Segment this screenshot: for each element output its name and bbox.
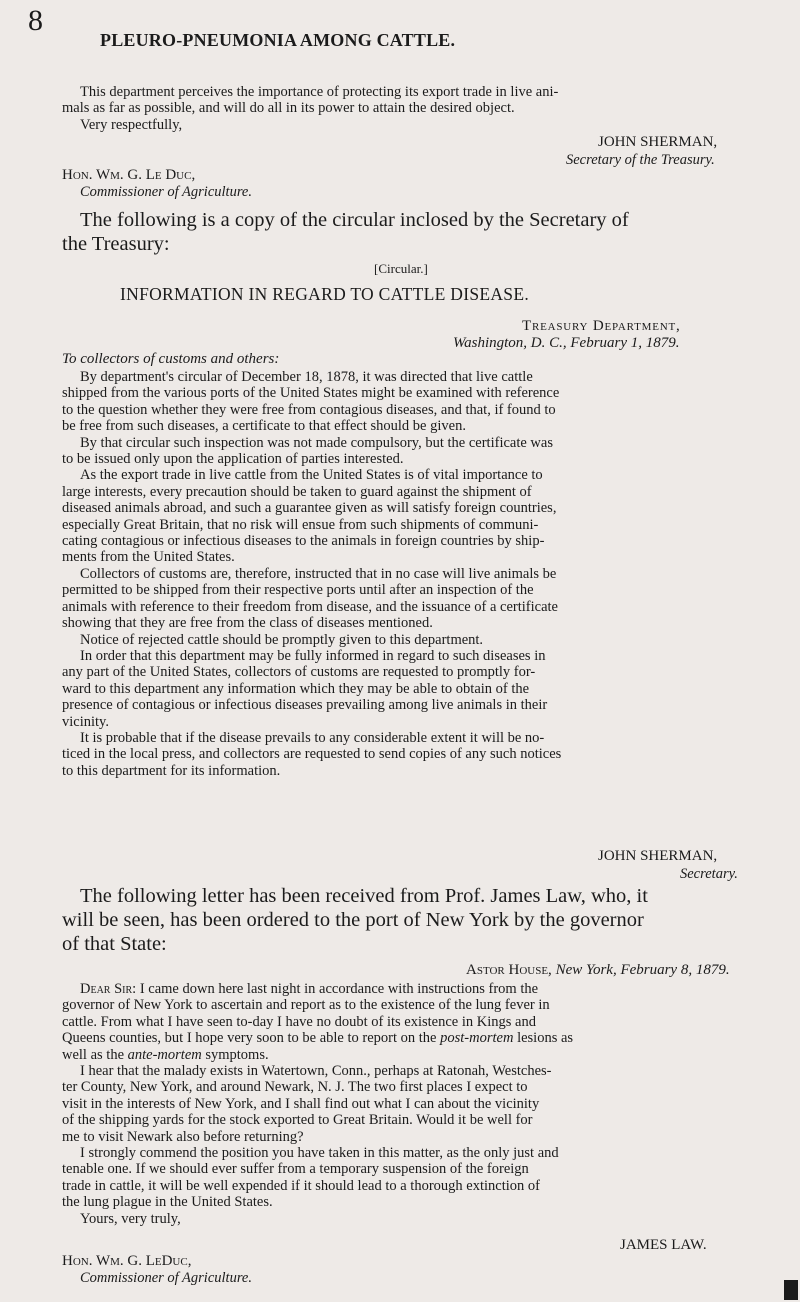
circular-p3-l3: diseased animals abroad, and such a guarantee given as will satisfy foreign countries,: [62, 500, 557, 517]
intro-signer-title: Secretary of the Treasury.: [566, 152, 715, 168]
circular-p7-l2: ticed in the local press, and collectors are requested to send copies of any such notices: [62, 746, 562, 763]
circular-p7-l1: It is probable that if the disease prevails to any considerable extent it will be no-: [80, 729, 545, 746]
circular-p7-l3: to this department for its information.: [62, 762, 281, 779]
page-number: 8: [28, 4, 43, 37]
circular-p3-l2: large interests, every precaution should be taken to guard against the shipment of: [62, 483, 532, 500]
transition2-line-1: The following letter has been received from Prof. James Law, who, it: [80, 885, 648, 907]
law-closing: Yours, very truly,: [80, 1210, 181, 1227]
law-letter-body: [62, 981, 762, 1227]
circular-p3-l5: cating contagious or infectious diseases to the animals in foreign countries by ship-: [62, 533, 545, 550]
intro-signer: JOHN SHERMAN,: [598, 134, 718, 150]
law-p3-l4: the lung plague in the United States.: [62, 1194, 273, 1211]
intro-line-2: mals as far as possible, and will do all in its power to attain the desired object.: [62, 100, 515, 117]
circular-p1-l1: By department's circular of December 18, 1878, it was directed that live cattle: [80, 369, 533, 385]
scan-edge-mark: [784, 1280, 798, 1300]
law-p1-l5: [62, 1047, 762, 1063]
law-salutation: Dear Sir:: [80, 981, 137, 997]
circular-p3-l4: especially Great Britain, that no risk will ensue from such shipments of communi-: [62, 516, 539, 533]
law-p1-l4: [62, 1030, 762, 1046]
law-p3-l3: trade in cattle, it will be well expended if it should lead to a thorough extinction of: [62, 1177, 540, 1194]
circular-p3-l1: As the export trade in live cattle from the United States is of vital importance to: [80, 467, 543, 484]
law-ante-mortem: ante-mortem: [127, 1046, 202, 1063]
circular-p4-l1: Collectors of customs are, therefore, instructed that in no case will live animals be: [80, 565, 557, 582]
circular-heading: INFORMATION IN REGARD TO CATTLE DISEASE.: [120, 284, 529, 304]
circular-p6-l3: ward to this department any information which they may be able to obtain of the: [62, 680, 530, 697]
intro-addressee-title: Commissioner of Agriculture.: [80, 184, 252, 200]
law-addressee: Hon. Wm. G. LeDuc,: [62, 1253, 192, 1269]
law-p1-l1: [62, 981, 762, 997]
transition1-line-1: The following is a copy of the circular inclosed by the Secretary of: [80, 209, 629, 231]
law-p1-l4-b: lesions as: [517, 1030, 574, 1047]
transition2-line-3: of that State:: [62, 933, 167, 955]
law-p1-l3: cattle. From what I have seen to-day I have no doubt of its existence in Kings and: [62, 1013, 536, 1030]
circular-p3-l6: ments from the United States.: [62, 549, 235, 566]
law-p2-l5: me to visit Newark also before returning?: [62, 1128, 304, 1145]
circular-p2-l2: to be issued only upon the application of parties interested.: [62, 451, 404, 468]
circular-signer-title: Secretary.: [680, 866, 738, 882]
circular-p1-l3: to the question whether they were free from contagious diseases, and that, if found to: [62, 401, 556, 418]
law-letter-place: Astor House,: [466, 962, 552, 978]
law-post-mortem: post-mortem: [440, 1030, 514, 1047]
intro-addressee-name: Hon. Wm. G. Le Duc,: [62, 167, 196, 183]
circular-body: [62, 369, 762, 779]
law-p3-l1: I strongly commend the position you have taken in this matter, as the only just and: [80, 1145, 559, 1162]
transition1-line-2: the Treasury:: [62, 233, 170, 255]
law-p1-l4-a: Queens counties, but I hope very soon to be able to report on the: [62, 1030, 437, 1047]
law-p1-l5-b: symptoms.: [205, 1046, 269, 1063]
circular-signer: JOHN SHERMAN,: [598, 848, 718, 864]
circular-p4-l3: animals with reference to their freedom from disease, and the issuance of a certificate: [62, 598, 558, 615]
intro-addressee: [62, 167, 195, 184]
intro-line-1: This department perceives the importance of protecting its export trade in live ani-: [80, 84, 559, 100]
intro-closing: Very respectfully,: [80, 116, 183, 133]
circular-p4-l4: showing that they are free from the class of diseases mentioned.: [62, 615, 433, 632]
running-head: PLEURO-PNEUMONIA AMONG CATTLE.: [100, 30, 456, 50]
circular-p6-l4: presence of contagious or infectious diseases prevailing among live animals in their: [62, 697, 548, 714]
law-p2-l4: of the shipping yards for the stock exported to Great Britain. Would it be well for: [62, 1112, 533, 1129]
law-p2-l2: ter County, New York, and around Newark, N. J. The two first places I expect to: [62, 1079, 528, 1096]
law-p1-l1-text: I came down here last night in accordance with instructions from the: [139, 981, 539, 997]
circular-place-date: Washington, D. C., February 1, 1879.: [453, 335, 680, 351]
intro-letter: [62, 84, 752, 133]
circular-p6-l5: vicinity.: [62, 713, 109, 730]
law-letter-place-date: New York, February 8, 1879.: [555, 962, 730, 978]
law-p1-l5-a: well as the: [62, 1046, 125, 1063]
law-p2-l3: visit in the interests of New York, and I shall find out what I can about the vicinity: [62, 1095, 540, 1112]
transition-paragraph-2: [62, 884, 762, 956]
circular-salutation: To collectors of customs and others:: [62, 351, 280, 367]
circular-p1-l2: shipped from the various ports of the United States might be examined with reference: [62, 385, 560, 402]
law-p3-l2: tenable one. If we should ever suffer from a temporary suspension of the foreign: [62, 1161, 529, 1178]
law-p1-l2: governor of New York to ascertain and report as to the existence of the lung fever in: [62, 997, 550, 1014]
law-signer: JAMES LAW.: [620, 1237, 707, 1253]
circular-p6-l2: any part of the United States, collectors of customs are requested to promptly for-: [62, 664, 536, 681]
circular-p2-l1: By that circular such inspection was not made compulsory, but the certificate was: [80, 434, 553, 451]
transition2-line-2: will be seen, has been ordered to the port of New York by the governor: [62, 909, 644, 931]
circular-label: [Circular.]: [374, 261, 428, 276]
circular-p6-l1: In order that this department may be fully informed in regard to such diseases in: [80, 647, 546, 664]
circular-dept: Treasury Department,: [522, 318, 681, 334]
circular-p4-l2: permitted to be shipped from their respective ports until after an inspection of the: [62, 582, 534, 599]
transition-paragraph-1: [62, 208, 762, 256]
circular-p5-l1: Notice of rejected cattle should be promptly given to this department.: [80, 631, 484, 648]
law-letter-heading: [466, 962, 730, 979]
law-p2-l1: I hear that the malady exists in Watertown, Conn., perhaps at Ratonah, Westches-: [80, 1063, 552, 1080]
circular-p1-l4: be free from such diseases, a certificate to that effect should be given.: [62, 418, 466, 435]
law-addressee-title: Commissioner of Agriculture.: [80, 1270, 252, 1286]
